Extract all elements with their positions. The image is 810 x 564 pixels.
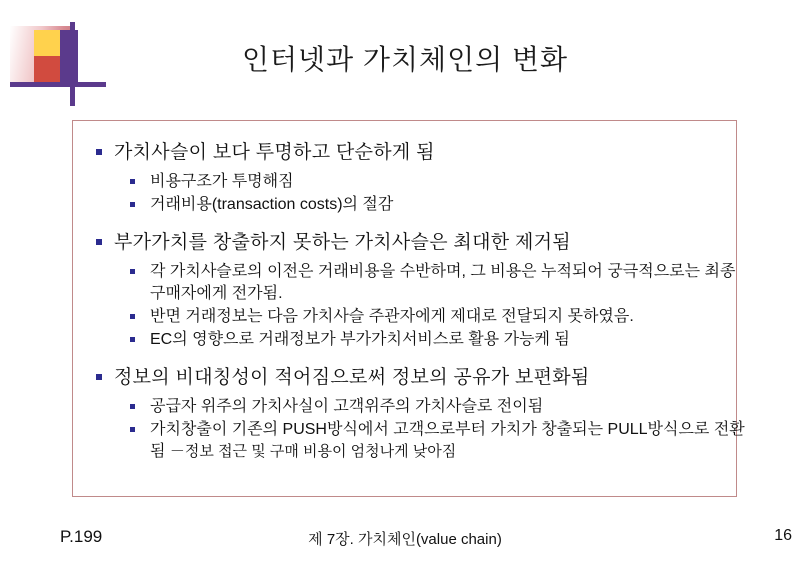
square-bullet-icon bbox=[130, 419, 150, 432]
slide-content bbox=[96, 140, 746, 463]
bullet-level2 bbox=[130, 194, 746, 216]
square-bullet-icon bbox=[130, 306, 150, 319]
footer-chapter-title: 제 7장. 가치체인(value chain) bbox=[308, 531, 502, 548]
bullet-level2 bbox=[130, 171, 746, 193]
footer-slide-number: 16 bbox=[774, 527, 792, 544]
square-bullet-icon bbox=[96, 230, 114, 245]
square-bullet-icon bbox=[96, 140, 114, 155]
bullet-level2-label: 거래비용(transaction costs)의 절감 bbox=[150, 196, 394, 213]
bullet-level2-group bbox=[130, 261, 746, 351]
square-bullet-icon bbox=[130, 261, 150, 274]
bullet-level2-group bbox=[130, 171, 746, 216]
bullet-level1 bbox=[96, 365, 746, 391]
square-bullet-icon bbox=[96, 365, 114, 380]
bullet-level1 bbox=[96, 230, 746, 256]
bullet-level2-text: 가치창출이 기존의 PUSH방식에서 고객으로부터 가치가 창출되는 PULL방식으로 전환됨 bbox=[150, 421, 745, 460]
slide-title: 인터넷과 가치체인의 변화 bbox=[241, 44, 569, 75]
footer-page-reference: P.199 bbox=[60, 527, 103, 546]
bullet-level2-label: EC의 영향으로 거래정보가 부가가치서비스로 활용 가능케 됨 bbox=[150, 331, 570, 348]
bullet-level2-label: 비용구조가 투명해짐 bbox=[150, 173, 294, 190]
bullet-level1-label: 부가가치를 창출하지 못하는 가치사슬은 최대한 제거됨 bbox=[114, 232, 571, 253]
square-bullet-icon bbox=[130, 329, 150, 342]
square-bullet-icon bbox=[130, 396, 150, 409]
horizontal-rule bbox=[10, 82, 106, 87]
bullet-level2 bbox=[130, 419, 746, 463]
bullet-level2-group bbox=[130, 396, 746, 463]
bullet-level1-label: 가치사슬이 보다 투명하고 단순하게 됨 bbox=[114, 142, 435, 163]
bullet-level2 bbox=[130, 329, 746, 351]
square-bullet-icon bbox=[130, 194, 150, 207]
bullet-level2 bbox=[130, 396, 746, 418]
bullet-level2-label: 반면 거래정보는 다음 가치사슬 주관자에게 제대로 전달되지 못하였음. bbox=[150, 308, 634, 325]
bullet-level2-label: 각 가치사슬로의 이전은 거래비용을 수반하며, 그 비용은 누적되어 궁극적으로는 최종구매자에게 전가됨. bbox=[150, 263, 736, 302]
bullet-level2 bbox=[130, 306, 746, 328]
bullet-level2-label: 공급자 위주의 가치사실이 고객위주의 가치사슬로 전이됨 bbox=[150, 398, 544, 415]
bullet-level1-label: 정보의 비대칭성이 적어짐으로써 정보의 공유가 보편화됨 bbox=[114, 367, 590, 388]
bullet-level2-label bbox=[150, 419, 746, 463]
bullet-level3-label: －정보 접근 및 구매 비용이 엄청나게 낮아짐 bbox=[169, 443, 457, 460]
bullet-level1 bbox=[96, 140, 746, 166]
bullet-level2 bbox=[130, 261, 746, 305]
square-bullet-icon bbox=[130, 171, 150, 184]
